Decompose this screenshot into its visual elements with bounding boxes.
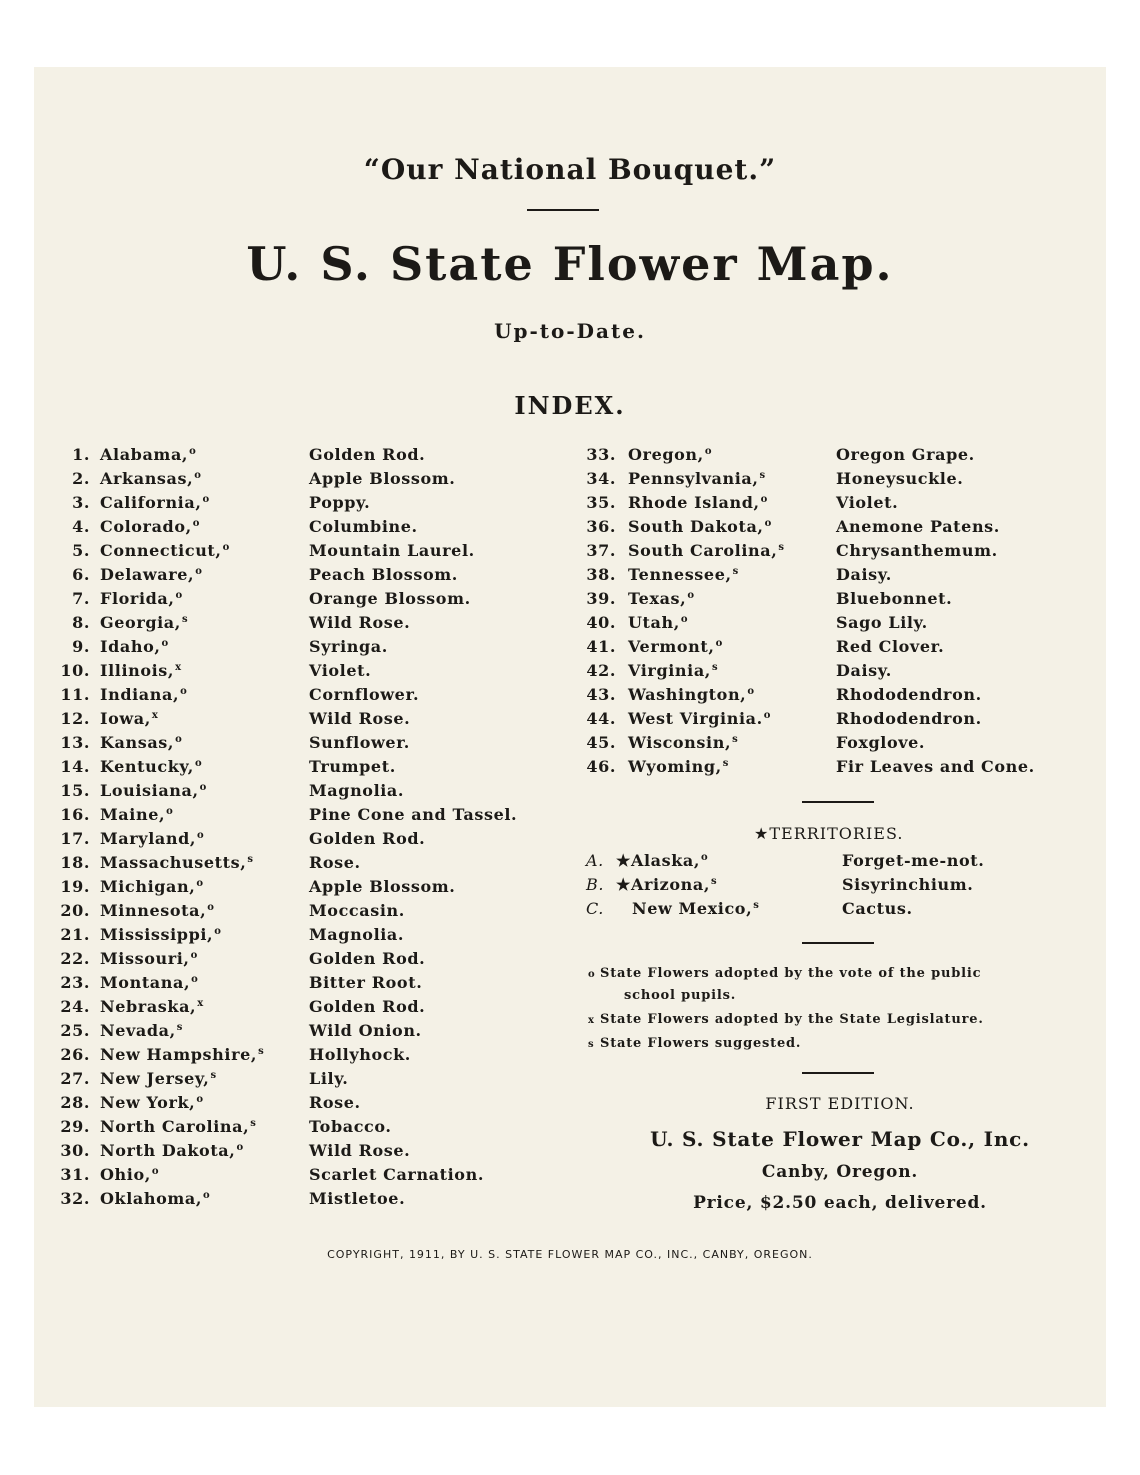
adoption-mark: o xyxy=(180,685,188,697)
adoption-mark: s xyxy=(247,853,254,865)
flower-name: Sago Lily. xyxy=(836,613,928,632)
flower-name: Honeysuckle. xyxy=(836,469,964,488)
item-number: 23. xyxy=(60,973,90,992)
item-number: 37. xyxy=(586,541,616,560)
section-divider xyxy=(802,801,874,803)
adoption-mark: o xyxy=(764,517,772,529)
state-name: Colorado, xyxy=(100,517,192,536)
flower-name: Apple Blossom. xyxy=(309,469,456,488)
state-name: New Jersey, xyxy=(100,1069,210,1088)
state-name: Wyoming, xyxy=(628,757,722,776)
item-number: 29. xyxy=(60,1117,90,1136)
flower-name: Daisy. xyxy=(836,565,892,584)
flower-name: Sisyrinchium. xyxy=(842,875,974,894)
item-number: 32. xyxy=(60,1189,90,1208)
state-name: Alabama, xyxy=(100,445,189,464)
state-name: Utah, xyxy=(628,613,680,632)
state-name: Washington, xyxy=(628,685,747,704)
flower-name: Chrysanthemum. xyxy=(836,541,998,560)
state-name: California, xyxy=(100,493,202,512)
territory-name: ★Arizona, xyxy=(616,875,710,894)
flower-name: Peach Blossom. xyxy=(309,565,458,584)
state-name: Kentucky, xyxy=(100,757,194,776)
price-text: Price, $2.50 each, delivered. xyxy=(693,1193,987,1213)
state-name: Oregon, xyxy=(628,445,704,464)
item-number: 44. xyxy=(586,709,616,728)
item-number: 15. xyxy=(60,781,90,800)
state-name: North Dakota, xyxy=(100,1141,236,1160)
flower-name: Apple Blossom. xyxy=(309,877,456,896)
item-number: 30. xyxy=(60,1141,90,1160)
item-number: 14. xyxy=(60,757,90,776)
flower-name: Oregon Grape. xyxy=(836,445,975,464)
flower-name: Rhododendron. xyxy=(836,685,982,704)
state-name: Pennsylvania, xyxy=(628,469,759,488)
item-number: 20. xyxy=(60,901,90,920)
copyright-notice: COPYRIGHT, 1911, BY U. S. STATE FLOWER MAP CO., INC., CANBY, OREGON. xyxy=(327,1248,813,1261)
item-number: 28. xyxy=(60,1093,90,1112)
state-name: Missouri, xyxy=(100,949,190,968)
adoption-mark: o xyxy=(190,949,198,961)
state-name: Ohio, xyxy=(100,1165,151,1184)
item-number: 34. xyxy=(586,469,616,488)
adoption-mark: s xyxy=(722,757,730,769)
flower-name: Scarlet Carnation. xyxy=(309,1165,484,1184)
territory-name: ★Alaska, xyxy=(616,851,701,870)
flower-name: Anemone Patens. xyxy=(836,517,1000,536)
adoption-mark: s xyxy=(250,1117,257,1129)
state-name: Texas, xyxy=(628,589,687,608)
state-name: New York, xyxy=(100,1093,196,1112)
legend-text-continued: school pupils. xyxy=(624,988,737,1003)
adoption-mark: s xyxy=(711,661,719,673)
flower-name: Cornflower. xyxy=(309,685,420,704)
adoption-mark: o xyxy=(203,1189,211,1201)
flower-name: Orange Blossom. xyxy=(309,589,471,608)
adoption-mark: s xyxy=(759,469,766,481)
adoption-mark: o xyxy=(166,805,174,817)
territory-name: New Mexico, xyxy=(632,899,753,918)
item-number: 35. xyxy=(586,493,616,512)
state-name: Indiana, xyxy=(100,685,180,704)
state-name: Delaware, xyxy=(100,565,195,584)
adoption-mark: o xyxy=(715,637,723,649)
adoption-mark: o xyxy=(202,493,210,505)
item-number: 5. xyxy=(72,541,90,560)
item-number: 13. xyxy=(60,733,90,752)
item-number: 27. xyxy=(60,1069,90,1088)
state-name: South Dakota, xyxy=(628,517,764,536)
adoption-mark: o xyxy=(189,445,197,457)
adoption-mark: o xyxy=(151,1165,160,1177)
flower-name: Mistletoe. xyxy=(309,1189,406,1208)
flower-name: Rose. xyxy=(309,1093,361,1112)
adoption-mark: s xyxy=(176,1021,184,1033)
edition-label: FIRST EDITION. xyxy=(765,1094,915,1113)
item-number: 40. xyxy=(586,613,616,632)
item-number: 39. xyxy=(586,589,616,608)
flower-name: Forget-me-not. xyxy=(842,851,985,870)
adoption-mark: o xyxy=(195,565,203,577)
flower-name: Violet. xyxy=(836,493,899,512)
item-number: 45. xyxy=(586,733,616,752)
flower-name: Trumpet. xyxy=(309,757,396,776)
item-number: 24. xyxy=(60,997,90,1016)
state-name: North Carolina, xyxy=(100,1117,250,1136)
adoption-mark: s xyxy=(210,1069,217,1081)
adoption-mark: x xyxy=(175,661,182,673)
adoption-mark: o xyxy=(194,757,203,769)
adoption-mark: o xyxy=(207,901,215,913)
state-name: Rhode Island, xyxy=(628,493,760,512)
item-number: 7. xyxy=(72,589,90,608)
item-number: 41. xyxy=(586,637,616,656)
item-number: 46. xyxy=(586,757,616,776)
document-page xyxy=(34,67,1106,1407)
flower-name: Red Clover. xyxy=(836,637,945,656)
flower-name: Syringa. xyxy=(309,637,388,656)
item-number: 3. xyxy=(72,493,90,512)
document-title: U. S. State Flower Map. xyxy=(246,237,894,291)
flower-name: Tobacco. xyxy=(309,1117,392,1136)
flower-name: Magnolia. xyxy=(309,925,405,944)
adoption-mark: o xyxy=(704,445,713,457)
item-number: 33. xyxy=(586,445,616,464)
adoption-mark: o xyxy=(194,469,202,481)
flower-name: Wild Rose. xyxy=(309,1141,411,1160)
legend-symbol: x xyxy=(588,1015,595,1026)
adoption-mark: o xyxy=(192,517,201,529)
adoption-mark: s xyxy=(753,899,760,911)
item-number: 2. xyxy=(72,469,90,488)
state-name: Georgia, xyxy=(100,613,181,632)
state-name: Massachusetts, xyxy=(100,853,247,872)
adoption-mark: o xyxy=(214,925,222,937)
adoption-mark: s xyxy=(711,875,718,887)
flower-name: Golden Rod. xyxy=(309,997,426,1016)
item-number: 10. xyxy=(60,661,90,680)
flower-name: Pine Cone and Tassel. xyxy=(309,805,518,824)
item-number: 9. xyxy=(72,637,90,656)
section-divider xyxy=(802,942,874,944)
adoption-mark: o xyxy=(196,877,204,889)
state-name: Maryland, xyxy=(100,829,197,848)
state-name: Minnesota, xyxy=(100,901,207,920)
flower-name: Violet. xyxy=(309,661,372,680)
adoption-mark: o xyxy=(760,493,768,505)
adoption-mark: s xyxy=(181,613,189,625)
item-number: 22. xyxy=(60,949,90,968)
adoption-mark: x xyxy=(151,709,159,721)
state-name: Idaho, xyxy=(100,637,161,656)
adoption-mark: s xyxy=(778,541,785,553)
item-number: 18. xyxy=(60,853,90,872)
item-number: 26. xyxy=(60,1045,90,1064)
item-number: 11. xyxy=(60,685,90,704)
state-name: West Virginia. xyxy=(628,709,763,728)
publisher-name: U. S. State Flower Map Co., Inc. xyxy=(650,1127,1030,1151)
adoption-mark: o xyxy=(701,851,709,863)
territory-letter: B. xyxy=(586,875,605,894)
state-name: Florida, xyxy=(100,589,175,608)
item-number: 4. xyxy=(72,517,90,536)
adoption-mark: s xyxy=(258,1045,265,1057)
flower-name: Bluebonnet. xyxy=(836,589,953,608)
adoption-mark: o xyxy=(175,733,183,745)
legend-text: State Flowers adopted by the vote of the public xyxy=(600,966,982,981)
legend-symbol: s xyxy=(588,1039,595,1050)
adoption-mark: o xyxy=(222,541,230,553)
title-divider xyxy=(527,209,599,211)
legend-text: State Flowers adopted by the State Legislature. xyxy=(600,1012,984,1027)
adoption-mark: s xyxy=(732,565,739,577)
adoption-mark: o xyxy=(196,1093,204,1105)
state-name: New Hampshire, xyxy=(100,1045,258,1064)
state-name: Montana, xyxy=(100,973,191,992)
state-name: Kansas, xyxy=(100,733,175,752)
adoption-mark: o xyxy=(197,829,205,841)
state-name: Michigan, xyxy=(100,877,196,896)
item-number: 38. xyxy=(586,565,616,584)
state-name: South Carolina, xyxy=(628,541,778,560)
state-name: Wisconsin, xyxy=(628,733,732,752)
flower-name: Wild Rose. xyxy=(309,613,411,632)
item-number: 6. xyxy=(72,565,90,584)
item-number: 42. xyxy=(586,661,616,680)
flower-name: Cactus. xyxy=(842,899,913,918)
document-tagline: Up-to-Date. xyxy=(494,319,646,343)
legend-symbol: o xyxy=(588,969,596,980)
adoption-mark: o xyxy=(747,685,755,697)
state-name: Arkansas, xyxy=(100,469,194,488)
item-number: 12. xyxy=(60,709,90,728)
document-subtitle: “Our National Bouquet.” xyxy=(363,153,777,186)
flower-name: Columbine. xyxy=(309,517,418,536)
item-number: 43. xyxy=(586,685,616,704)
legend-item-suggested xyxy=(588,1033,984,1055)
publisher-location: Canby, Oregon. xyxy=(761,1162,919,1182)
state-name: Nebraska, xyxy=(100,997,197,1016)
state-name: Virginia, xyxy=(628,661,711,680)
flower-name: Hollyhock. xyxy=(309,1045,411,1064)
adoption-mark: o xyxy=(161,637,169,649)
item-number: 25. xyxy=(60,1021,90,1040)
flower-name: Poppy. xyxy=(309,493,371,512)
index-heading: INDEX. xyxy=(514,391,626,420)
flower-name: Golden Rod. xyxy=(309,445,426,464)
item-number: 16. xyxy=(60,805,90,824)
adoption-mark: o xyxy=(199,781,207,793)
state-name: Maine, xyxy=(100,805,166,824)
legend-text: State Flowers suggested. xyxy=(600,1036,802,1051)
flower-name: Rhododendron. xyxy=(836,709,982,728)
item-number: 8. xyxy=(72,613,90,632)
adoption-mark: s xyxy=(732,733,739,745)
territory-letter: A. xyxy=(586,851,604,870)
item-number: 1. xyxy=(72,445,90,464)
flower-name: Sunflower. xyxy=(309,733,410,752)
item-number: 19. xyxy=(60,877,90,896)
state-name: Vermont, xyxy=(628,637,715,656)
flower-name: Wild Onion. xyxy=(309,1021,422,1040)
state-name: Iowa, xyxy=(100,709,151,728)
flower-name: Fir Leaves and Cone. xyxy=(836,757,1035,776)
state-name: Illinois, xyxy=(100,661,175,680)
state-name: Tennessee, xyxy=(628,565,732,584)
flower-name: Mountain Laurel. xyxy=(309,541,475,560)
flower-name: Daisy. xyxy=(836,661,892,680)
legend-item-legislature xyxy=(588,1009,984,1031)
adoption-mark: o xyxy=(687,589,695,601)
state-name: Oklahoma, xyxy=(100,1189,203,1208)
flower-name: Rose. xyxy=(309,853,361,872)
adoption-mark: o xyxy=(236,1141,244,1153)
state-name: Connecticut, xyxy=(100,541,222,560)
flower-name: Lily. xyxy=(309,1069,349,1088)
section-divider xyxy=(802,1072,874,1074)
flower-name: Magnolia. xyxy=(309,781,405,800)
territories-heading: ★TERRITORIES. xyxy=(754,824,904,843)
state-name: Louisiana, xyxy=(100,781,199,800)
flower-name: Moccasin. xyxy=(309,901,405,920)
state-name: Nevada, xyxy=(100,1021,176,1040)
adoption-mark: o xyxy=(191,973,199,985)
flower-name: Wild Rose. xyxy=(309,709,411,728)
flower-name: Golden Rod. xyxy=(309,829,426,848)
item-number: 21. xyxy=(60,925,90,944)
flower-name: Golden Rod. xyxy=(309,949,426,968)
flower-name: Foxglove. xyxy=(836,733,926,752)
adoption-mark: o xyxy=(763,709,772,721)
legend-item-vote xyxy=(588,963,984,985)
legend xyxy=(588,963,984,1055)
territory-letter: C. xyxy=(586,899,604,918)
item-number: 17. xyxy=(60,829,90,848)
item-number: 31. xyxy=(60,1165,90,1184)
adoption-mark: x xyxy=(197,997,204,1009)
adoption-mark: o xyxy=(680,613,689,625)
flower-name: Bitter Root. xyxy=(309,973,423,992)
adoption-mark: o xyxy=(175,589,183,601)
state-name: Mississippi, xyxy=(100,925,214,944)
item-number: 36. xyxy=(586,517,616,536)
